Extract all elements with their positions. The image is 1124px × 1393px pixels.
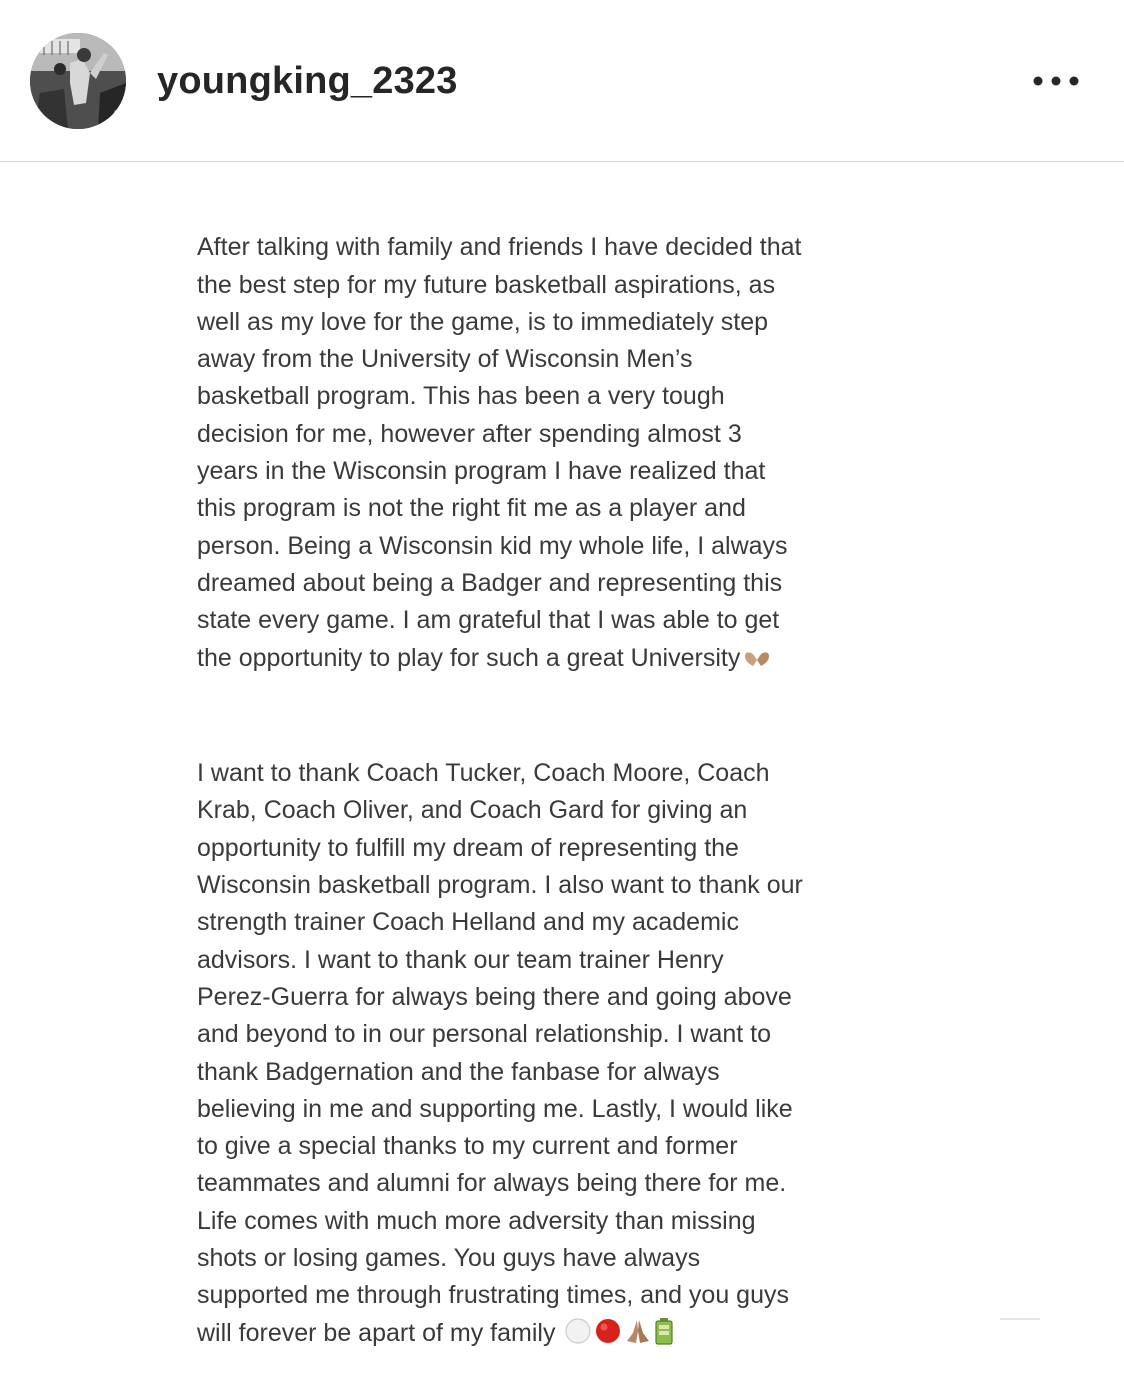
red-circle-emoji-icon xyxy=(594,1317,622,1356)
player-photo-avatar-icon xyxy=(30,33,126,129)
praying-hands-emoji-icon xyxy=(624,1317,652,1356)
profile-avatar[interactable] xyxy=(30,33,126,129)
caption-paragraph-1 xyxy=(197,229,877,681)
battery-emoji-icon xyxy=(654,1317,674,1356)
divider xyxy=(1000,1318,1040,1320)
heart-hands-emoji-icon xyxy=(742,644,772,681)
svg-text:31: 31 xyxy=(114,109,126,120)
caption-paragraph-1-text: After talking with family and friends I have decided that the best step for my future basketball aspirations, as well as my love for the game, is to immediately step away from the University of Wisconsin Men’s basketball program. This has been a very tough decision for me, however after spending almost 3 years in the Wisconsin program I have realized that this program is not the right fit me as a player and person. Being a Wisconsin kid my whole life, I always dreamed about being a Badger and representing this state every game. I am grateful that I was able to get the opportunity to play for such a great University xyxy=(197,233,802,672)
white-circle-emoji-icon xyxy=(564,1317,592,1356)
post-header xyxy=(0,0,1124,162)
caption-paragraph-2-text: I want to thank Coach Tucker, Coach Moore, Coach Krab, Coach Oliver, and Coach Gard for giving an opportunity to fulfill my dream of representing the Wisconsin basketball program. I also want to thank our strength trainer Coach Helland and my academic advisors. I want to thank our team trainer Henry Perez-Guerra for always being there and going above and beyond to in our personal relationship. I want to thank Badgernation and the fanbase for always believing in me and supporting me. Lastly, I would like to give a special thanks to my current and former teammates and alumni for always being there for me. Life comes with much more adversity than missing shots or losing games. You guys have always supported me through frustrating times, and you guys will forever be apart of my family xyxy=(197,759,803,1347)
username[interactable]: youngking_2323 xyxy=(157,60,458,102)
caption-paragraph-2 xyxy=(197,755,877,1356)
post-caption xyxy=(197,192,877,1393)
more-options-button[interactable] xyxy=(1028,64,1088,98)
more-options-icon xyxy=(1028,64,1088,98)
